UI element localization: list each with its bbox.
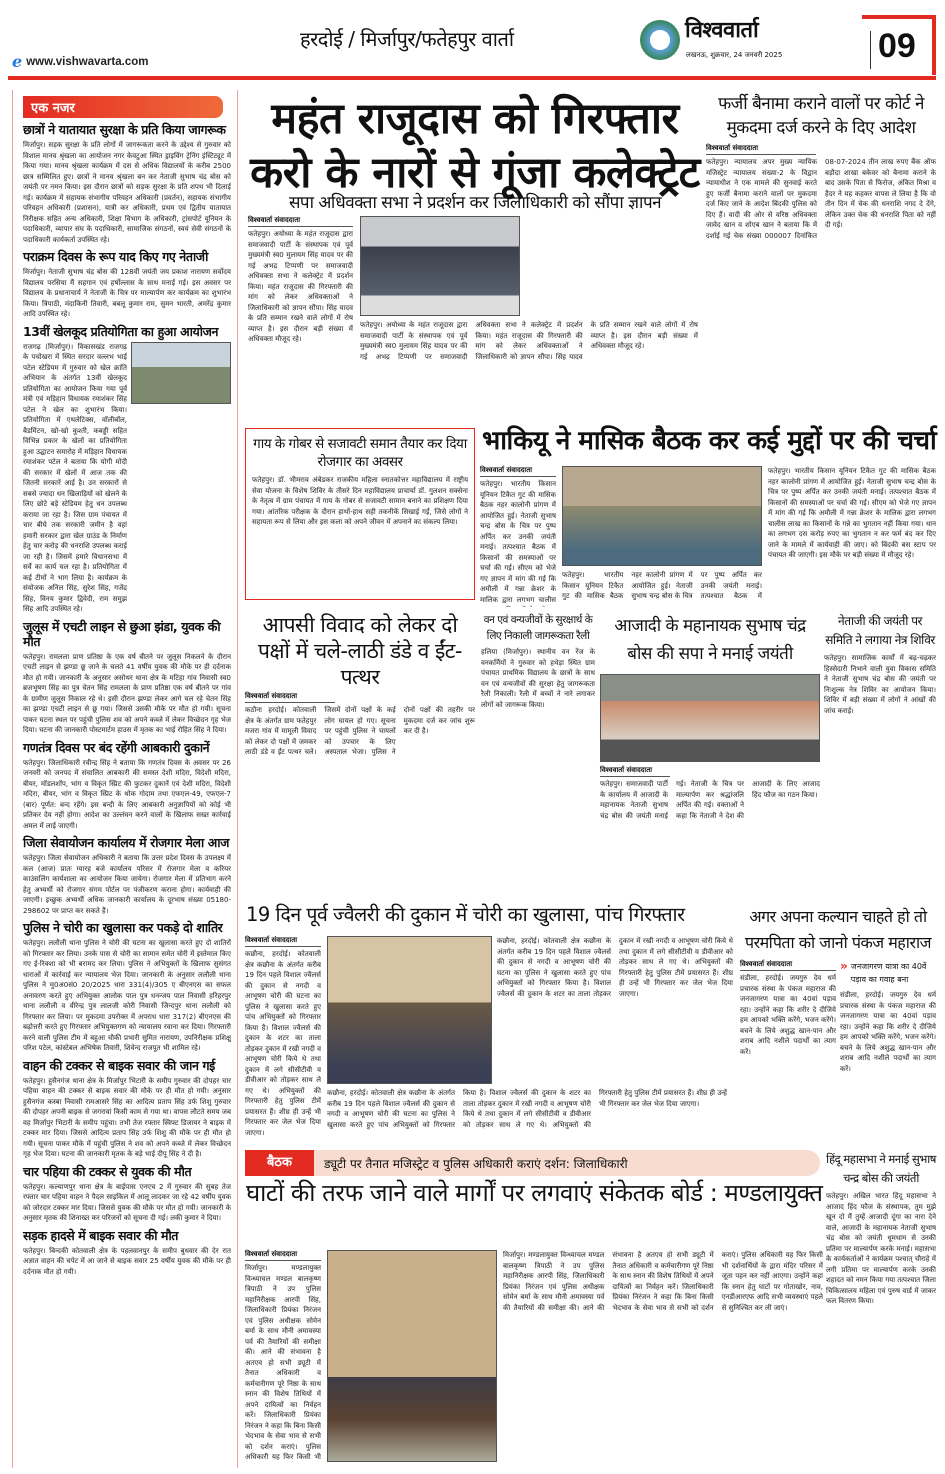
azadi-article xyxy=(600,612,820,894)
lead-article xyxy=(248,216,698,416)
browser-e-icon: e xyxy=(12,52,23,71)
article-body: फतेहपुर। भारतीय किसान यूनियन टिकैत गुट की मासिक बैठक नहर कालोनी प्रांगण में आयोजित हुई। नेताजी सुभाष चन्द्र बोस के चित्र पर पुष्प अर्पित कर उनकी जयंती मनाई। तत्पश्चात बैठक में किसानों की समस्याओं पर चर्चा की गई। सीएम को भेजे गए ज्ञापन में मांग की गई कि अमौली में गन्ना क्रेशर के मालिक द्वारा लगभग चालीस xyxy=(480,480,556,604)
hindu-mahasabha-article xyxy=(826,1150,936,1468)
jewel-photo xyxy=(327,936,492,1084)
article-body: फतेहपुर। कल्याणपुर थाना क्षेत्र के बाईपास एनएच 2 में गुरुवार की सुबह तेज रफ्तार चार पहिया वाहन ने पैदल साइकिल में आलू लादकर जा रहे 42 वर्षीय युवक को जोरदार टक्कर मार दिया। जिससे युवक की मौके पर मौत हो गयी। जानकारी के अनुसार मृतक की शिनाख्त कर परिजनों को सूचना दी गई। लकी कुमार ने दिया। xyxy=(23,1182,231,1222)
article-headline: हिंदू महासभा ने मनाई सुभाष चन्द्र बोस की जयंती xyxy=(826,1152,936,1185)
sports-photo xyxy=(131,342,231,404)
article-headline: पराक्रम दिवस के रूप याद किए गए नेताजी xyxy=(23,249,208,264)
brand-name: विश्ववार्ता xyxy=(685,18,759,43)
article-headline: 13वीं खेलकूद प्रतियोगिता का हुआ आयोजन xyxy=(23,323,219,339)
article-headline: वन एवं वन्यजीवों के सुरक्षार्थ के लिए निकाली जागरूकता रैली xyxy=(483,614,593,642)
article-body: फतेहपुर। जिलाधिकारी रवीन्द्र सिंह ने बताया कि गणतंत्र दिवस के अवसर पर 26 जनवरी को जनपद में संचालित आबकारी की समस्त देशी मदिरा, विदेशी मदिरा, बीयर, मॉडलशॉप, भांग व विकृत स्प्रिट की फुटकर दुकानें एवं देशी मदिरा, विदेशी मदिरा, बीयर, भांग व विकृत स्प्रिट के थोक गोदाम तथा एफएल-49, एफएल-7 (बार) पूर्णत: बन्द रहेंगे। इस बन्दी के लिए आबकारी अनुज्ञापियों को कोई भी प्रतिकर देय नहीं होगा। आदेश का उल्लंघन करने वालों के खिलाफ सख्त कार्रवाई अमल में लाई जाएगी। xyxy=(23,758,231,830)
baithak-headline: घाटों की तरफ जाने वाले मार्गों पर लगवाएं संकेतक बोर्ड : मण्डलायुक्त xyxy=(246,1179,823,1207)
ek-nazar-banner: एक नजर xyxy=(23,96,223,118)
baithak-tag: बैठक xyxy=(245,1150,314,1176)
lead-headline: महंत राजूदास को गिरफ्तार करो के नारों से गूंजा कलेक्ट्रेट xyxy=(250,94,700,198)
article-body: फतेहपुर। न्यायालय अपर मुख्य न्यायिक मजिस्ट्रेट न्यायालय संख्या-2 के विद्वान न्यायाधीश ने एक मामले की सुनवाई करते हुए फर्जी बैनामा कराने वालों पर मुकदमा दर्ज किए जाने के आदेश बिंदकी पुलिस को दिए हैं। वादी की ओर से वरिष्ठ अधिवक्ता जावेद खान व शोएब खान ने बताया कि में दर्शाई गई चेक संख्या 000007 दिनांकित 08-07-2024 तीन लाख रुपए बैंक ऑफ बड़ौदा शाखा बकेवर को बैनामा कराने के बाद उसके पिता से फिरोज, अंकित मिश्रा व हैदर ने यह कहकर वापस ले लिया है कि वो तीन दिन में चेक की धनराशि नगद दे देंगे, लेकिन उक्त चेक की धनराशि पिता को नहीं दी गई। xyxy=(706,158,936,240)
article-body: फतेहपुर। समाजवादी पार्टी के कार्यालय में आजादी के महानायक नेताजी सुभाष चंद्र बोस की जयंती मनाई गई। नेताजी के चित्र पर माल्यार्पण कर श्रद्धांजलि अर्पित की गई। वक्ताओं ने कहा कि नेताजी ने देश की आजादी के लिए आजाद हिंद फौज का गठन किया। xyxy=(600,780,820,820)
pankaj-maharaj-article xyxy=(740,904,936,1141)
article-body: फतेहपुर। डॉ. भीमराव अंबेडकर राजकीय महिला स्नातकोत्तर महाविद्यालय में राष्ट्रीय सेवा योजना के विशेष शिविर के तीसरे दिन महाविद्यालय प्राचार्या डॉ. गुलशन सक्सेना के नेतृत्व में ग्राम पंचायत में गाय के गोबर से सजावटी सामान बनाने का प्रशिक्षण दिया गया। आंतरिक परीक्षक के दौरान हाथों-हाथ सही तकनीकें सिखाई गईं, जिसे लोगों ने सहायता रूप से लिया और इस कला को अपने जीवन में अपनाने का संकल्प लिया। xyxy=(252,476,468,526)
bkiu-article xyxy=(480,466,936,606)
article-body-continued: कछौना, हरदोई। कोतवाली क्षेत्र कछौना के अंतर्गत करीब 19 दिन पहले विशाल ज्वैलर्स की दुकान से नगदी व आभूषण चोरी की घटना का पुलिस ने खुलासा करते हुए पांच अभियुक्तों को गिरफ्तार किया है। विशाल ज्वैलर्स की दुकान के शटर का ताला तोड़कर दुकान में रखी नगदी व आभूषण चोरी किये थे तथा दुकान में लगे सीसीटीवी व डीवीआर को तोड़कर साथ ले गए थे। अभियुक्तों की गिरफ्तारी हेतु पुलिस टीमें प्रयासरत हैं। शीघ्र ही उन्हें भी गिरफ्तार कर जेल भेज दिया जाएगा। xyxy=(327,1089,727,1129)
eye-camp-article xyxy=(824,612,936,894)
article-body: मिर्जापुर। सड़क सुरक्षा के प्रति लोगों में जागरूकता करने के उद्देश्य से गुरुवार को विशाल मानव श्रृंखला का आयोजन नगर केवटुआ स्थित ड्राइविंग ट्रेनिंग इंस्टिट्यूट में किया गया। मानव श्रृंखला कार्यक्रम में दस से अधिक विद्यालयों के करीब 2500 छात्र सम्मिलित हुए। छात्रों ने मानव श्रृंखला बन कर नेताजी सुभाष चंद्र बोस को जयंती पर नमन किया। इस दौरान छात्रों को सड़क सुरक्षा के प्रति शपथ भी दिलाई गई। कार्यक्रम में सहायक संभागीय परिवहन अधिकारी (प्रवर्तन), सहायक संभागीय परिवहन अधिकारी (प्रशासन), यात्री कर अधिकारी, प्रथम एवं द्वितीय यातायात निरीक्षक सहित अन्य अधिकारी, शिक्षा विभाग के अधिकारी, ट्रांसपोर्ट यूनियन के पदाधिकारी, व्यापार संघ के पदाधिकारी, सामाजिक संगठनों, स्वयं सेवी संगठनों के पदाधिकारी कार्यकर्ता उपस्थित रहे। xyxy=(23,141,231,244)
article-body: राजगढ़ (मिर्जापुर)। विकासखंड राजगढ़ के पचोखरा में स्थित सरदार वल्लभ भाई पटेल स्टेडियम में गुरुवार को खेल क्रांति अभियान के अंतर्गत 13वीं खेलकूद प्रतियोगिता का आयोजन किया गया पूर्व मंत्री एवं मड़िहान विधायक रमाशंकर सिंह पटेल ने खेल का शुभारंभ किया। प्रतियोगिता में एथलेटिक्स, वॉलीबॉल, बैडमिंटन, खो-खो कुश्ती, कबड्डी सहित विभिन्न प्रकार के खेलों का प्रतियोगिता हुआ उद्घाटन समारोह में मड़िहान विधायक रमाशंकर पटेल ने बताया कि योगी मोदी की सरकार में खेलों में आज तक की जितनी सरकारें आई है। उन सरकारों से सबसे ज्यादा धन खिलाड़ियों को खेलने के लिए छोटे बड़े स्टेडियम हेतु धन उपलब्ध कराया जा रहा है। जिस ग्राम पंचायत में चार बीघे तक सरकारी जमीन है वहां हमारी सरकार द्वारा खेल ग्राउंड के निर्माण हेतु चार करोड़ की धनराशि उपलब्ध कराई जा रही है। जिसमें हमारे विधानसभा में सर्वे का कार्य चल रहा है। प्रतियोगिता में कई टीमों ने भाग लिया है। कार्यक्रम के संयोजक अनिल सिंह, सुरेश सिंह, गजेंद्र सिंह, विनय कुमार द्विवेदी, राम समुझ सिंह आदि उपस्थित रहे। xyxy=(23,342,127,613)
court-article xyxy=(706,92,936,417)
article-body-continued: फतेहपुर। भारतीय किसान यूनियन टिकैत गुट की मासिक बैठक नहर कालोनी प्रांगण में आयोजित हुई। नेताजी सुभाष चन्द्र बोस के चित्र पर पुष्प अर्पित कर उनकी जयंती मनाई। तत्पश्चात बैठक में किसानों की समस्याओं पर चर्चा की गई। सीएम को भेजे गए ज्ञापन में मांग की गई कि अमौली में गन्ना क्रेशर के मालिक द्वारा लगभग चालीस लाख का किसानों के गन्ने का भुगतान नहीं किया गया। धान का लगभग दस करोड़ रुपए का भुगतान न कर फर्म बंद कर दिए जाने के मामले में कार्यवाही की जाए। को बिंदकी बस स्टाप पर पंचायत की जाएगी। इस मौके पर बड़ी संख्या में मौजूद रहे। xyxy=(768,467,936,559)
brand-logo xyxy=(640,20,680,60)
section-title: हरदोई / मिर्जापुर/फतेहपुर वार्ता xyxy=(300,27,514,51)
article-body: फतेहपुर। हुसैनगंज थाना क्षेत्र के मिर्जापुर भिटारी के समीप गुरुवार की दोपहर चार पहिया वाहन की टक्कर से बाइक सवार की मौके पर ही मौत हो गयी। अनुसार हुसैनगंज कस्बा निवासी रामआसरे सिंह का आदित्य प्रताप सिंह उर्फ शिशु गुरुवार की दोपहर अपनी बाइक से जगरावां किसी काम से गया था। वापस लौटते समय जब वह मिर्जापुर भिटारी के समीप पहुंचा। तभी तेज रफ्तार स्विफ्ट डिजायर ने बाइक में टक्कर मार दिया। जिससे आदित्य प्रताप सिंह उर्फ शिशु की मौके पर ही मौत हो गयी। सूचना पाकर मौके में पहुंची पुलिस ने शव को अपने कब्जे में लेकर विच्छेदन गृह भेज दिया। घटना की जानकारी मृतक के बड़े भाई दीपू सिंह ने दी है। xyxy=(23,1076,231,1158)
article-headline: पुलिस ने चोरी का खुलासा कर पकड़े दो शातिर xyxy=(23,920,223,935)
article-headline: छात्रों ने यातायात सुरक्षा के प्रति किया जागरूक xyxy=(23,122,226,137)
article-body: कछौना, हरदोई। कोतवाली क्षेत्र कछौना के अंतर्गत करीब 19 दिन पहले विशाल ज्वैलर्स की दुकान से नगदी व आभूषण चोरी की घटना का पुलिस ने खुलासा करते हुए पांच अभियुक्तों को गिरफ्तार किया है। विशाल ज्वैलर्स की दुकान के शटर का ताला तोड़कर दुकान में रखी नगदी व आभूषण चोरी किये थे तथा दुकान में लगे सीसीटीवी व डीवीआर को तोड़कर साथ ले गए थे। अभियुक्तों की गिरफ्तारी हेतु पुलिस टीमें प्रयासरत हैं। शीघ्र ही उन्हें भी गिरफ्तार कर जेल भेज दिया जाएगा। xyxy=(245,950,321,1137)
article-headline: अगर अपना कल्यान चाहते हो तो परमपिता को जानो पंकज महाराज xyxy=(744,907,932,952)
azadi-photo xyxy=(600,674,820,762)
header-rule xyxy=(8,76,936,80)
baithak-photo xyxy=(327,1250,497,1462)
article-headline: जुलूस में एचटी लाइन से छुआ झंडा, युवक की मौत xyxy=(23,618,221,649)
article-body: फतेहपुर। अयोध्या के महंत राजूदास द्वारा समाजवादी पार्टी के संस्थापक एवं पूर्व मुख्यमंत्री स्व0 मुलायम सिंह यादव पर की गई अभद्र टिप्पणी पर समाजवादी अधिवक्ता सभा ने कलेक्ट्रेट में प्रदर्शन किया। महंत राजूदास की गिरफ्तारी की मांग को लेकर अधिवक्ताओं ने जिलाधिकारी को ज्ञापन सौंपा। सिंह यादव के प्रति सम्मान रखने वाले लोगों में रोष व्याप्त है। इस दौरान बड़ी संख्या में अधिवक्ता मौजूद रहे। xyxy=(248,230,353,343)
article-body: हलिया (मिर्जापुर)। स्थानीय वन रेंज के वनकर्मियों ने गुरुवार को हथेड़ा स्थित ग्राम पंचायत प्राथमिक विद्यालय के छात्रों के साथ वन एवं वन्यजीवों की सुरक्षा हेतु जागरूकता रैली निकाली। रैली में बच्चों ने नारे लगाकर लोगों को जागरूक किया। xyxy=(481,648,595,709)
byline: विश्ववार्ता संवाददाता xyxy=(248,216,353,227)
byline: विश्ववार्ता संवाददाता xyxy=(245,936,321,947)
bkiu-headline: भाकियू ने मासिक बैठक कर कई मुद्दों पर की चर्चा xyxy=(482,426,937,456)
ek-nazar-column xyxy=(12,90,238,1468)
cow-dung-article xyxy=(245,428,475,600)
baithak-kicker: ड्यूटी पर तैनात मजिस्ट्रेट व पुलिस अधिकारी कराएं दर्शन: जिलाधिकारी xyxy=(323,1156,628,1171)
article-body-continued: कछौना, हरदोई। कोतवाली क्षेत्र कछौना के अंतर्गत करीब 19 दिन पहले विशाल ज्वैलर्स की दुकान से नगदी व आभूषण चोरी की घटना का पुलिस ने खुलासा करते हुए पांच अभियुक्तों को गिरफ्तार किया है। विशाल ज्वैलर्स की दुकान के शटर का ताला तोड़कर दुकान में रखी नगदी व आभूषण चोरी किये थे तथा दुकान में लगे सीसीटीवी व डीवीआर को तोड़कर साथ ले गए थे। अभियुक्तों की गिरफ्तारी हेतु पुलिस टीमें प्रयासरत हैं। शीघ्र ही उन्हें भी गिरफ्तार कर जेल भेज दिया जाएगा। xyxy=(497,937,733,998)
byline: विश्ववार्ता संवाददाता xyxy=(706,144,816,155)
byline: विश्ववार्ता संवाददाता xyxy=(600,766,670,777)
bkiu-photo xyxy=(562,466,762,566)
dateline: लखनऊ, शुक्रवार, 24 जनवरी 2025 xyxy=(686,51,783,59)
article-body: मिर्जापुर। नेताजी सुभाष चंद्र बोस की 128वीं जयंती जय प्रकाश नारायण सर्वोदय विद्यालय परसिया मैं सहगान एवं हर्षोल्लास के साथ मनाई गई। इस अवसर पर विद्यालय के प्रधानाचार्य ने नेताजी के चित्र पर माल्यार्पण कर कार्यक्रम का शुभारंभ किया। त्रिपाठी, मंदाकिनी तिवारी, बबलू कुमार राम, सुमन भारती, अमरेंद्र कुमार आदि उपस्थित रहे। xyxy=(23,268,231,318)
jewel-headline: 19 दिन पूर्व ज्वैलरी की दुकान में चोरी का खुलासा, पांच गिरफ्तार xyxy=(246,903,685,926)
article-headline: नेताजी की जयंती पर समिति ने लगाया नेत्र शिविर xyxy=(825,614,935,647)
article-body: फतेहपुर। रामलला प्राण प्रतिष्ठा के एक वर्ष बीतने पर जुलूस निकलने के दौरान एचटी लाइन से झण्डा छू जाने के चलते 41 वर्षीय युवक की मौके पर ही दर्दनाक मौत हो गयी। जानकारी के अनुसार असोथर थाना क्षेत्र के मटिहा गांव निवासी स्व0 ब्रजभूषण सिंह का पुत्र चेतन सिंह रामलला के प्राण प्रतिष्ठा एक वर्ष बीतने पर गांव के ग्रामीण जुलूस निकाल रहे थे। इसी दौरान झण्डा लेकर आगे चल रहे चेतन सिंह का झण्डा एचटी लाइन से छू गया। जिससे उसकी मौके पर मौत हो गयी। सूचना पाकर घटना स्थल पर पहुंची पुलिस शव को अपने कब्जे में लेकर विच्छेदन गृह भेज दिया। घटना की जानकारी पोस्टमार्टम हाउस में मृतक का भाई रोहित सिंह ने दिया। xyxy=(23,652,231,734)
article-body-continued: संडीला, हरदोई। जयगुरु देव धर्म प्रचारक संस्था के पंकज महाराज की जनजागरण यात्रा का 40वां पड़ाव रहा। उन्होंने कहा कि शरीर दे दीजिये हम आपको भक्ति करेंगे, भजन करेंगे। बचने के लिये अशुद्ध खान-पान और शराब आदि नशीले पदार्थों का त्याग करें। xyxy=(840,991,936,1073)
article-headline: गणतंत्र दिवस पर बंद रहेंगी आबकारी दुकानें xyxy=(23,739,210,755)
forest-rally-article xyxy=(481,612,595,894)
article-headline: चार पहिया की टक्कर से युवक की मौत xyxy=(23,1163,192,1179)
lead-subhead: सपा अधिवक्ता सभा ने प्रदर्शन कर जिलाधिकारी को सौंपा ज्ञापन xyxy=(288,193,662,213)
double-chevron-icon: » xyxy=(840,959,848,973)
baithak-kicker-bar xyxy=(245,1150,820,1176)
baithak-article xyxy=(245,1250,823,1465)
article-headline: जिला सेवायोजन कार्यालय में रोजगार मेला आज xyxy=(23,835,230,850)
article-headline: वाहन की टक्कर से बाइक सवार की जान गई xyxy=(23,1057,215,1073)
byline: विश्ववार्ता संवाददाता xyxy=(480,466,556,477)
page-number: 09 xyxy=(878,27,916,65)
byline: विश्ववार्ता संवाददाता xyxy=(245,1250,321,1261)
article-headline: फर्जी बैनामा कराने वालों पर कोर्ट ने मुकदमा दर्ज करने के दिए आदेश xyxy=(718,94,924,138)
article-body-continued: मिर्जापुर। मण्डलायुक्त विन्ध्याचल मण्डल बालकृष्ण त्रिपाठी ने उप पुलिस महानिरीक्षक आरपी सिंह, जिलाधिकारी प्रियंका निरंजन एवं पुलिस अधीक्षक सोमेन बर्मा के साथ मौनी अमावस्या पर्व की तैयारियों की समीक्षा की। आने की संभावना है अतएव हो सभी ड्यूटी में तैनात अधिकारी व कर्मचारीगण पूरे निष्ठा के साथ स्नान की विशेष तिथियों में अपने दायित्वों का निर्वहन करें। जिलाधिकारी प्रियंका निरंजन ने कहा कि बिना किसी भेदभाव के सेवा भाव से सभी को दर्शन कराएं। पुलिस अधिकारी यह फिर किसी भी दर्शनार्थियों के द्वारा मंदिर परिसर में जूता पहन कर नहीं आएगा। उन्होंने कहा कि स्नान हेतु घाटों पर गोताखोर, नाव, एनडीआरएफ आदि सभी व्यवस्थाएं पहले से सुनिश्चित कर ली जाएं। xyxy=(503,1251,823,1312)
article-body: फतेहपुर। सामाजिक कार्यों में बढ़-चढ़कर हिस्सेदारी निभाने वाली युवा विकास समिति ने नेताजी सुभाष चंद्र बोस की जयंती पर निःशुल्क नेत्र शिविर का आयोजन किया। शिविर में बड़ी संख्या में लोगों ने आंखों की जांच कराई। xyxy=(824,654,936,715)
article-headline: आपसी विवाद को लेकर दो पक्षों में चले-लाठी डंडे व ईंट-पत्थर xyxy=(258,613,462,689)
byline: विश्ववार्ता संवाददाता xyxy=(740,960,836,971)
pull-quote: » जनजागरण यात्रा का 40वें पड़ाव का गवाह बना xyxy=(840,959,927,984)
article-body: फतेहपुर। अखिल भारत हिंदू महासभा ने आजाद हिंद फौज के संस्थापक, तुम मुझे खून दो मैं तुम्हें आजादी दूंगा का नारा देने वाले, आजादी के महानायक नेताजी सुभाष चंद्र बोस को जयंती धूमधाम से उनकी प्रतिमा पर माल्यार्पण करके मनाई। महासभा के कार्यकर्ताओं ने कार्यक्रम पश्चात् चौराहे में लगी प्रतिमा पर माल्यार्पण करके उनकी शहादत को नमन किया गया तत्पश्चात जिला चिकित्सालय महिला एवं पुरुष वार्ड में जाकर फल वितरण किया। xyxy=(826,1192,936,1305)
jewel-article xyxy=(245,936,733,1141)
article-body: फतेहपुर। ललौली थाना पुलिस ने चोरी की घटना का खुलासा करते हुए दो शातिरों को गिरफ्तार कर लिया। उनके पास से चोरी का सामान समेत चोरी में इस्तेमाल किए गए ई-रिक्शा को भी बरामद कर लिया। पुलिस ने अभियुक्तों के खिलाफ सुसंगत धाराओं में कार्रवाई कर न्यायालय भेज दिया। जानकारी के अनुसार ललौली थाना पुलिस ने मु0अ0सं0 20/2025 धारा 331(4)/305 ए बीएनएस का सफल अनावरण करते हुए अभियुक्त आलोक पाल पुत्र धनन्जय पाल निवासी हरिहरपुर थाना ललौली व वीरेन्द्र पुत्र लालजी कोरी निवासी जिन्दपुर थाना ललौली को गिरफ्तार कर लिया। पर मुकदमा उपरोक्त में अपराध धारा 317(2) बीएनएस की बढ़ोत्तरी करते हुए गिरफ्तार अभियुक्तगण को न्यायालय रवाना कर दिया। गिरफ्तारी करने वाली पुलिस टीम में बहुआ चौकी प्रभारी सुमित नारायण, उपनिरीक्षक प्रशिक्षु परिश पटेल, कांस्टेबल अभिषेक तिवारी, शिवेन्द राजपूत भी शामिल रहे। xyxy=(23,939,231,1052)
article-headline: गाय के गोबर से सजावटी समान तैयार कर दिया रोजगार का अवसर xyxy=(253,436,467,470)
article-body: फतेहपुर। जिला सेवायोजन अधिकारी ने बताया कि उत्तर प्रदेश दिवस के उपलक्ष्य में कल (आज) प्रातः ग्यारह बजे कार्यालय परिसर में रोजगार मेला व करियर काउंसलिंग कार्यशाला का आयोजन किया जायेगा। रोजगार मेला में प्रतिभाग करने हेतु अभ्यर्थी को रोजगार संगम पोर्टल पर पंजीकरण कराना होगा। कार्यवाही की जाएगी। इच्छुक अभ्यर्थी अधिक जानकारी कार्यालय के दूरभाष संख्या 05180-298602 पर प्राप्त कर सकते हैं। xyxy=(23,854,231,915)
article-headline: सड़क हादसे में बाइक सवार की मौत xyxy=(23,1227,179,1243)
article-body: मिर्जापुर। मण्डलायुक्त विन्ध्याचल मण्डल बालकृष्ण त्रिपाठी ने उप पुलिस महानिरीक्षक आरपी सिंह, जिलाधिकारी प्रियंका निरंजन एवं पुलिस अधीक्षक सोमेन बर्मा के साथ मौनी अमावस्या पर्व की तैयारियों की समीक्षा की। आने की संभावना है अतएव हो सभी ड्यूटी में तैनात अधिकारी व कर्मचारीगण पूरे निष्ठा के साथ स्नान की विशेष तिथियों में अपने दायित्वों का निर्वहन करें। जिलाधिकारी प्रियंका निरंजन ने कहा कि बिना किसी भेदभाव के सेवा भाव से सभी को दर्शन कराएं। पुलिस अधिकारी यह फिर किसी भी xyxy=(245,1264,321,1461)
article-body: संडीला, हरदोई। जयगुरु देव धर्म प्रचारक संस्था के पंकज महाराज की जनजागरण यात्रा का 40वां पड़ाव रहा। उन्होंने कहा कि शरीर दे दीजिये हम आपको भक्ति करेंगे, भजन करेंगे। बचने के लिये अशुद्ध खान-पान और शराब आदि नशीले पदार्थों का त्याग करें। xyxy=(740,974,836,1056)
page-number-box xyxy=(862,15,936,75)
article-body: फतेहपुर। बिन्दकी कोतवाली क्षेत्र के पहलवानपुर के समीप बुधवार की देर रात अज्ञात वाहन की चपेट में आ जाने से बाइक सवार 25 वर्षीय युवक की मौके पर ही दर्दनाक मौत हो गयी। xyxy=(23,1246,231,1276)
website-link[interactable]: e www.vishwavarta.com xyxy=(12,52,149,71)
article-body-continued: फतेहपुर। अयोध्या के महंत राजूदास द्वारा समाजवादी पार्टी के संस्थापक एवं पूर्व मुख्यमंत्री स्व0 मुलायम सिंह यादव पर की गई अभद्र टिप्पणी पर समाजवादी अधिवक्ता सभा ने कलेक्ट्रेट में प्रदर्शन किया। महंत राजूदास की गिरफ्तारी की मांग को लेकर अधिवक्ताओं ने जिलाधिकारी को ज्ञापन सौंपा। सिंह यादव के प्रति सम्मान रखने वाले लोगों में रोष व्याप्त है। इस दौरान बड़ी संख्या में अधिवक्ता मौजूद रहे। xyxy=(360,321,698,361)
byline: विश्ववार्ता संवाददाता xyxy=(245,692,335,703)
article-headline: आजादी के महानायक सुभाष चंद्र बोस की सपा ने मनाई जयंती xyxy=(614,616,806,664)
article-body-continued: फतेहपुर। भारतीय किसान यूनियन टिकैत गुट की मासिक बैठक नहर कालोनी प्रांगण में आयोजित हुई। नेताजी सुभाष चन्द्र बोस के चित्र पर पुष्प अर्पित कर उनकी जयंती मनाई। तत्पश्चात बैठक में xyxy=(562,571,762,600)
dispute-article xyxy=(245,612,475,894)
lead-photo xyxy=(360,216,520,316)
article-body: कठौना हरदोई। कोतवाली क्षेत्र के अंतर्गत ग्राम फतेहपुर मजरा गांव में मामूली विवाद को लेकर दो पक्षों में जमकर लाठी डंडे व ईंट पत्थर चले। जिसमें दोनों पक्षों के कई लोग घायल हो गए। सूचना पर पहुंची पुलिस ने घायलों को उपचार के लिए अस्पताल भेजा। पुलिस ने दोनों पक्षों की तहरीर पर मुकदमा दर्ज कर जांच शुरू कर दी है। xyxy=(245,706,475,756)
